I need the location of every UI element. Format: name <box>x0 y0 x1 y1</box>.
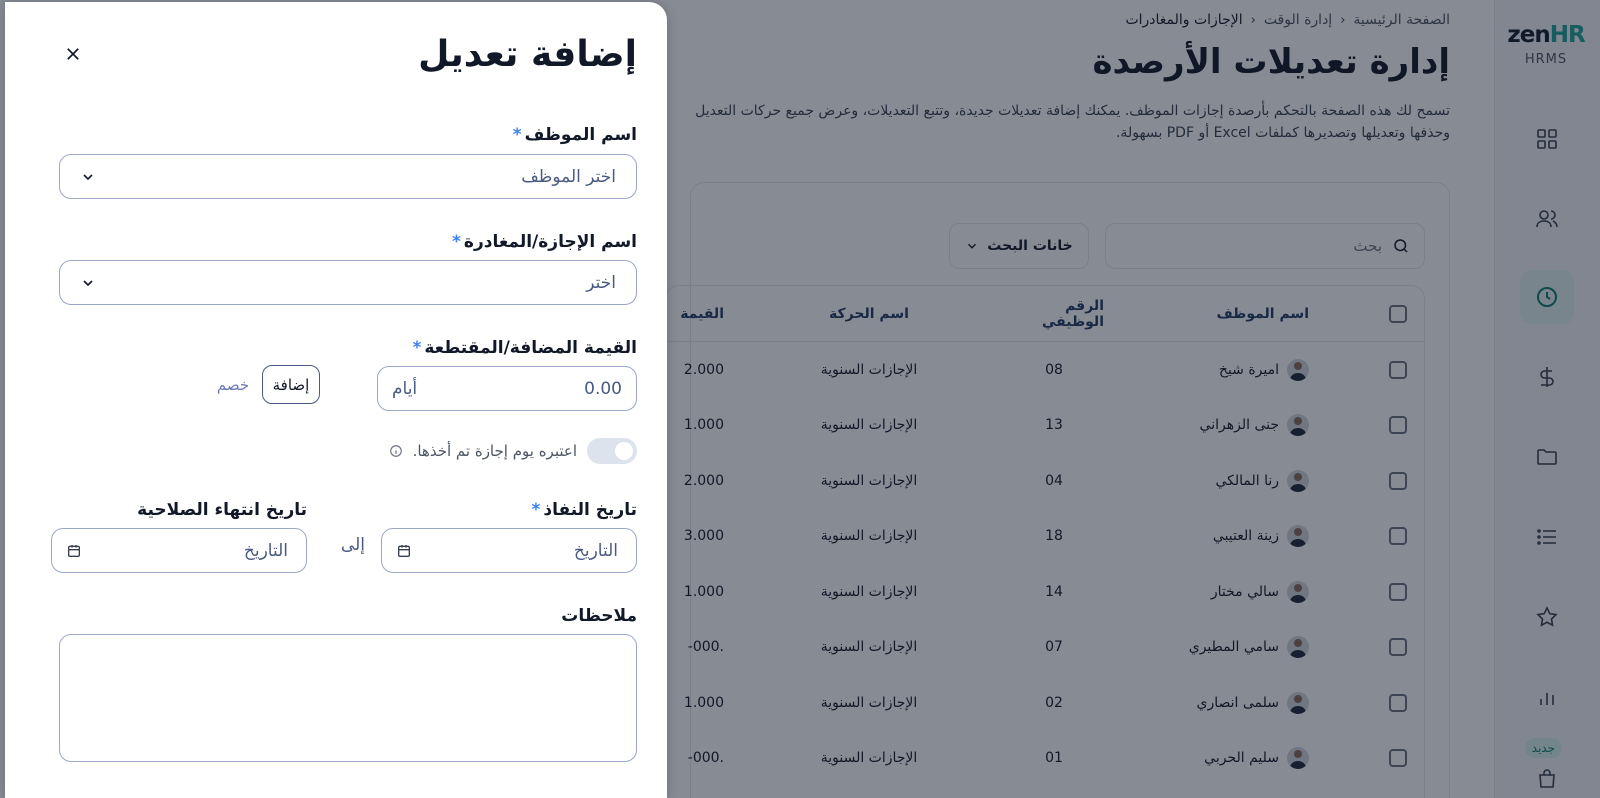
deduct-option[interactable]: خصم <box>216 375 250 394</box>
taken-leave-label: اعتبره يوم إجازة تم أخذها. <box>412 442 577 460</box>
employee-label: اسم الموظف* <box>512 125 637 145</box>
employee-placeholder: اختر الموظف <box>521 166 616 187</box>
expiry-date-input[interactable] <box>51 528 307 573</box>
info-icon[interactable] <box>389 444 403 458</box>
notes-label: ملاحظات <box>561 606 637 626</box>
expiry-date-placeholder: التاريخ <box>243 540 288 561</box>
expiry-date-label: تاريخ انتهاء الصلاحية <box>137 500 307 520</box>
amount-label: القيمة المضافة/المقتطعة* <box>412 338 637 358</box>
chevron-down-icon <box>80 275 96 291</box>
close-icon <box>64 45 82 63</box>
taken-leave-toggle-row <box>389 438 637 464</box>
add-option[interactable]: إضافة <box>262 365 320 404</box>
calendar-icon <box>66 543 82 559</box>
add-adjustment-drawer <box>5 2 667 798</box>
chevron-down-icon <box>80 169 96 185</box>
add-deduct-toggle <box>201 362 323 407</box>
leave-select[interactable] <box>59 260 637 305</box>
amount-unit: أيام <box>392 378 418 399</box>
amount-value: 0.00 <box>584 378 622 399</box>
calendar-icon <box>396 543 412 559</box>
employee-select[interactable] <box>59 154 637 199</box>
close-button[interactable] <box>57 38 89 70</box>
leave-label: اسم الإجازة/المغادرة* <box>452 232 637 252</box>
effective-date-input[interactable] <box>381 528 637 573</box>
drawer-title: إضافة تعديل <box>418 34 637 75</box>
effective-date-placeholder: التاريخ <box>573 540 618 561</box>
leave-placeholder: اختر <box>586 272 616 293</box>
to-label: إلى <box>340 535 365 555</box>
effective-date-label: تاريخ النفاذ* <box>531 500 637 520</box>
amount-input[interactable] <box>377 366 637 411</box>
taken-leave-switch[interactable] <box>587 438 637 464</box>
notes-textarea[interactable] <box>59 634 637 762</box>
